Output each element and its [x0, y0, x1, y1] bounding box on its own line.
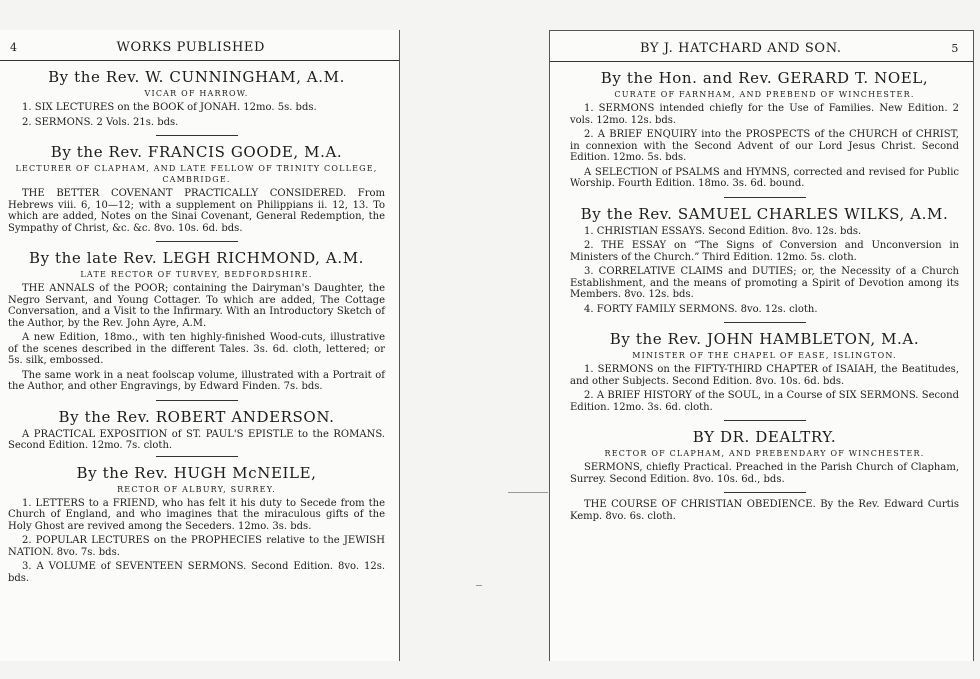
section-divider: [724, 197, 806, 198]
running-head-title: WORKS PUBLISHED: [116, 40, 265, 55]
book-entry: 2. THE ESSAY on “The Signs of Conversion and Unconversion in Ministers of the Church.” Third Edition. 12mo. 5s. cloth.: [570, 240, 959, 263]
author-role: MINISTER OF THE CHAPEL OF EASE, ISLINGTON.: [632, 351, 897, 360]
book-entry: 1. SERMONS on the FIFTY-THIRD CHAPTER of ISAIAH, the Beatitudes, and other Subjects. Second Edition. 8vo. 10s. 6d. bds.: [570, 364, 959, 387]
author-heading: By the Rev. HUGH McNEILE,: [76, 463, 317, 482]
book-entry: 2. A BRIEF ENQUIRY into the PROSPECTS of the CHURCH of CHRIST, in connexion with the Second Advent of our Lord Jesus Christ. Second Edition. 12mo. 5s. bds.: [570, 129, 959, 163]
section-kemp: [570, 499, 959, 522]
author-role: RECTOR OF ALBURY, SURREY.: [117, 484, 276, 494]
section-anderson: [8, 409, 385, 452]
book-entry: A new Edition, 18mo., with ten highly-finished Wood-cuts, illustrative of the scenes described in the different Tales. 3s. 6d. cloth, lettered; or 5s. silk, embossed.: [8, 332, 385, 366]
running-head: [0, 30, 399, 61]
running-head: [550, 31, 973, 62]
author-role: CURATE OF FARNHAM, AND PREBEND OF WINCHESTER.: [614, 90, 915, 99]
author-heading: By the Rev. W. CUNNINGHAM, A.M.: [48, 68, 345, 86]
book-entry: 3. A VOLUME of SEVENTEEN SERMONS. Second Edition. 8vo. 12s. bds.: [8, 561, 385, 584]
author-heading: By the late Rev. LEGH RICHMOND, A.M.: [28, 249, 365, 267]
running-head-title: BY J. HATCHARD AND SON.: [640, 41, 842, 56]
book-entry: 1. LETTERS to a FRIEND, who has felt it his duty to Secede from the Church of England, and who imagines that the miraculous gifts of the Holy Ghost are revived among the Seceders. 12mo. 3s. bds.: [8, 497, 385, 532]
book-entry: THE ANNALS of the POOR; containing the Dairyman's Daughter, the Negro Servant, and Young Cottager. To which are added, The Cottage Conversation, and a Visit to the Infirmary. With an Introductory Sketch of the Author, by the Rev. John Ayre, A.M.: [8, 283, 385, 329]
book-entry: THE COURSE OF CHRISTIAN OBEDIENCE. By the Rev. Edward Curtis Kemp. 8vo. 6s. cloth.: [570, 499, 959, 522]
section-divider: [156, 456, 238, 457]
section-divider: [156, 241, 238, 242]
author-heading: By the Rev. JOHN HAMBLETON, M.A.: [609, 330, 920, 348]
section-richmond: [8, 250, 385, 393]
section-goode: [8, 144, 385, 234]
book-entry: 2. POPULAR LECTURES on the PROPHECIES relative to the JEWISH NATION. 8vo. 7s. bds.: [8, 535, 385, 558]
right-page: [549, 30, 974, 661]
author-heading: By the Rev. FRANCIS GOODE, M.A.: [50, 143, 343, 161]
book-entry: A PRACTICAL EXPOSITION of ST. PAUL'S EPISTLE to the ROMANS. Second Edition. 12mo. 7s. cloth.: [8, 428, 385, 451]
section-noel: [570, 70, 959, 190]
author-heading: By the Rev. ROBERT ANDERSON.: [58, 407, 335, 426]
section-mcneile: [8, 465, 385, 585]
book-entry: 1. SERMONS intended chiefly for the Use of Families. New Edition. 2 vols. 12mo. 12s. bds.: [570, 103, 959, 126]
book-entry: 2. SERMONS. 2 Vols. 21s. bds.: [22, 116, 179, 128]
section-cunningham: [8, 69, 385, 128]
gutter-mark: [476, 585, 482, 586]
section-divider: [156, 400, 238, 401]
book-entry: THE BETTER COVENANT PRACTICALLY CONSIDERED. From Hebrews viii. 6, 10—12; with a supplement on Philippians ii. 12, 13. To which are added, Notes on the Sinai Covenant, General Redemption, the Sympathy of Christ, &c. &c. 8vo. 10s. 6d. bds.: [8, 188, 385, 234]
book-entry: SERMONS, chiefly Practical. Preached in the Parish Church of Clapham, Surrey. Second Edition. 8vo. 10s. 6d., bds.: [570, 462, 959, 485]
author-heading: By the Rev. SAMUEL CHARLES WILKS, A.M.: [580, 204, 949, 223]
author-heading: BY DR. DEALTRY.: [692, 428, 837, 446]
section-divider: [724, 420, 806, 421]
section-divider: [156, 135, 238, 136]
book-entry: 1. SIX LECTURES on the BOOK of JONAH. 12mo. 5s. bds.: [22, 102, 317, 113]
author-role: LECTURER OF CLAPHAM, AND LATE FELLOW OF TRINITY COLLEGE, CAMBRIDGE.: [15, 164, 378, 184]
author-role: VICAR OF HARROW.: [144, 89, 249, 98]
section-dealtry: [570, 429, 959, 485]
book-entry: A SELECTION of PSALMS and HYMNS, corrected and revised for Public Worship. Fourth Edition. 18mo. 3s. 6d. bound.: [570, 166, 959, 189]
section-hambleton: [570, 331, 959, 413]
page-number: 5: [951, 42, 959, 55]
book-entry: The same work in a neat foolscap volume, illustrated with a Portrait of the Author, and other Engravings, by Edward Finden. 7s. bds.: [8, 369, 385, 392]
book-entry: 2. A BRIEF HISTORY of the SOUL, in a Course of SIX SERMONS. Second Edition. 12mo. 3s. 6d. cloth.: [570, 390, 959, 413]
author-role: LATE RECTOR OF TURVEY, BEDFORDSHIRE.: [80, 270, 313, 279]
gutter-mark: [508, 492, 548, 493]
author-role: RECTOR OF CLAPHAM, AND PREBENDARY OF WINCHESTER.: [604, 449, 925, 458]
section-wilks: [570, 206, 959, 316]
page-number: 4: [10, 41, 18, 54]
left-page: [0, 30, 400, 661]
book-entry: 1. CHRISTIAN ESSAYS. Second Edition. 8vo. 12s. bds.: [584, 225, 862, 237]
book-entry: 4. FORTY FAMILY SERMONS. 8vo. 12s. cloth.: [584, 303, 818, 315]
section-divider: [724, 492, 806, 493]
book-entry: 3. CORRELATIVE CLAIMS and DUTIES; or, the Necessity of a Church Establishment, and the means of promoting a Spirit of Devotion among its Members. 8vo. 12s. bds.: [570, 266, 959, 300]
author-heading: By the Hon. and Rev. GERARD T. NOEL,: [600, 69, 929, 87]
section-divider: [724, 322, 806, 323]
